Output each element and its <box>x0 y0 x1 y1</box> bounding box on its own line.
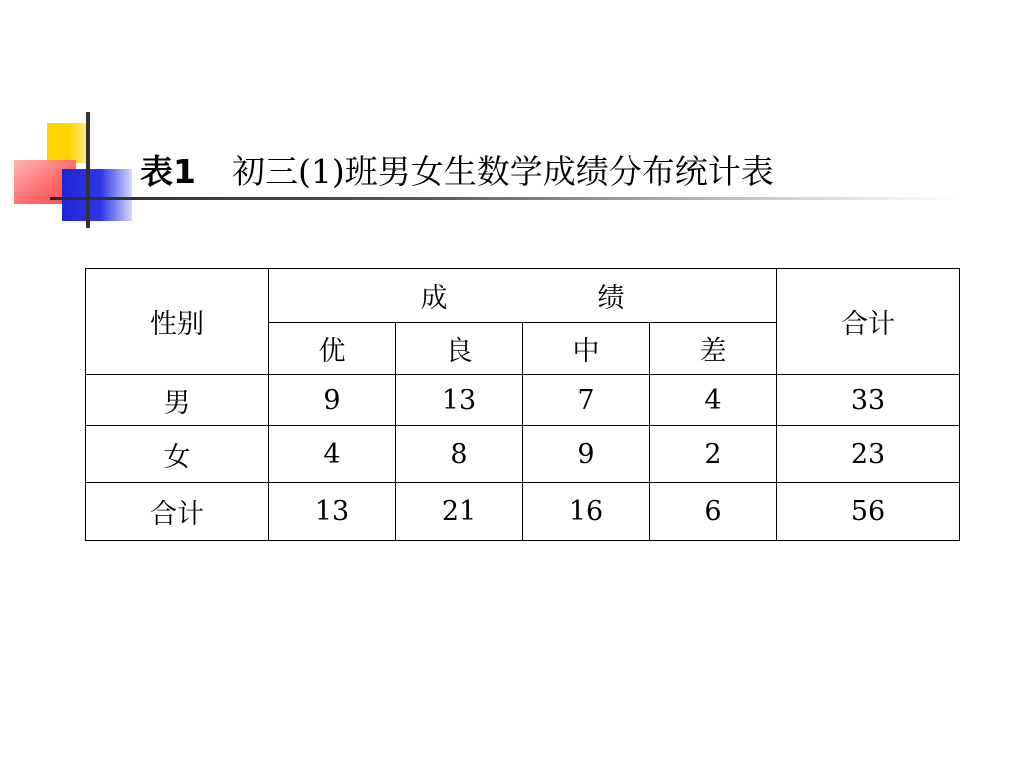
table-cell: 13 <box>269 483 396 541</box>
title-underline <box>50 197 960 200</box>
header-row <box>86 269 960 323</box>
vertical-rule <box>86 112 90 228</box>
row-label: 女 <box>86 426 269 483</box>
table-cell: 21 <box>396 483 523 541</box>
table-row <box>86 426 960 483</box>
row-label: 合计 <box>86 483 269 541</box>
table-cell: 9 <box>523 426 650 483</box>
row-total: 56 <box>777 483 960 541</box>
table-cell: 16 <box>523 483 650 541</box>
table-cell: 8 <box>396 426 523 483</box>
table-cell: 7 <box>523 375 650 426</box>
table-cell: 2 <box>650 426 777 483</box>
row-total: 23 <box>777 426 960 483</box>
grade-level-excellent: 优 <box>269 323 396 375</box>
table-row <box>86 375 960 426</box>
title-text: 初三(1)班男女生数学成绩分布统计表 <box>231 152 774 191</box>
corner-decoration <box>0 0 160 240</box>
grade-distribution-table <box>85 268 960 541</box>
table-cell: 13 <box>396 375 523 426</box>
row-total: 33 <box>777 375 960 426</box>
grade-level-good: 良 <box>396 323 523 375</box>
grade-group-header <box>269 269 777 323</box>
blue-square-decoration <box>62 169 132 221</box>
total-header: 合计 <box>777 269 960 375</box>
table-cell: 9 <box>269 375 396 426</box>
yellow-square-decoration <box>47 123 87 163</box>
grade-header-right: 绩 <box>597 283 625 314</box>
grade-level-poor: 差 <box>650 323 777 375</box>
grade-level-medium: 中 <box>523 323 650 375</box>
table-number-label: 表1 <box>140 152 196 191</box>
table-cell: 4 <box>269 426 396 483</box>
table-cell: 6 <box>650 483 777 541</box>
table-row <box>86 483 960 541</box>
row-label: 男 <box>86 375 269 426</box>
grade-header-left: 成 <box>420 283 448 314</box>
table-cell: 4 <box>650 375 777 426</box>
gender-header: 性别 <box>86 269 269 375</box>
slide-title <box>140 146 774 193</box>
